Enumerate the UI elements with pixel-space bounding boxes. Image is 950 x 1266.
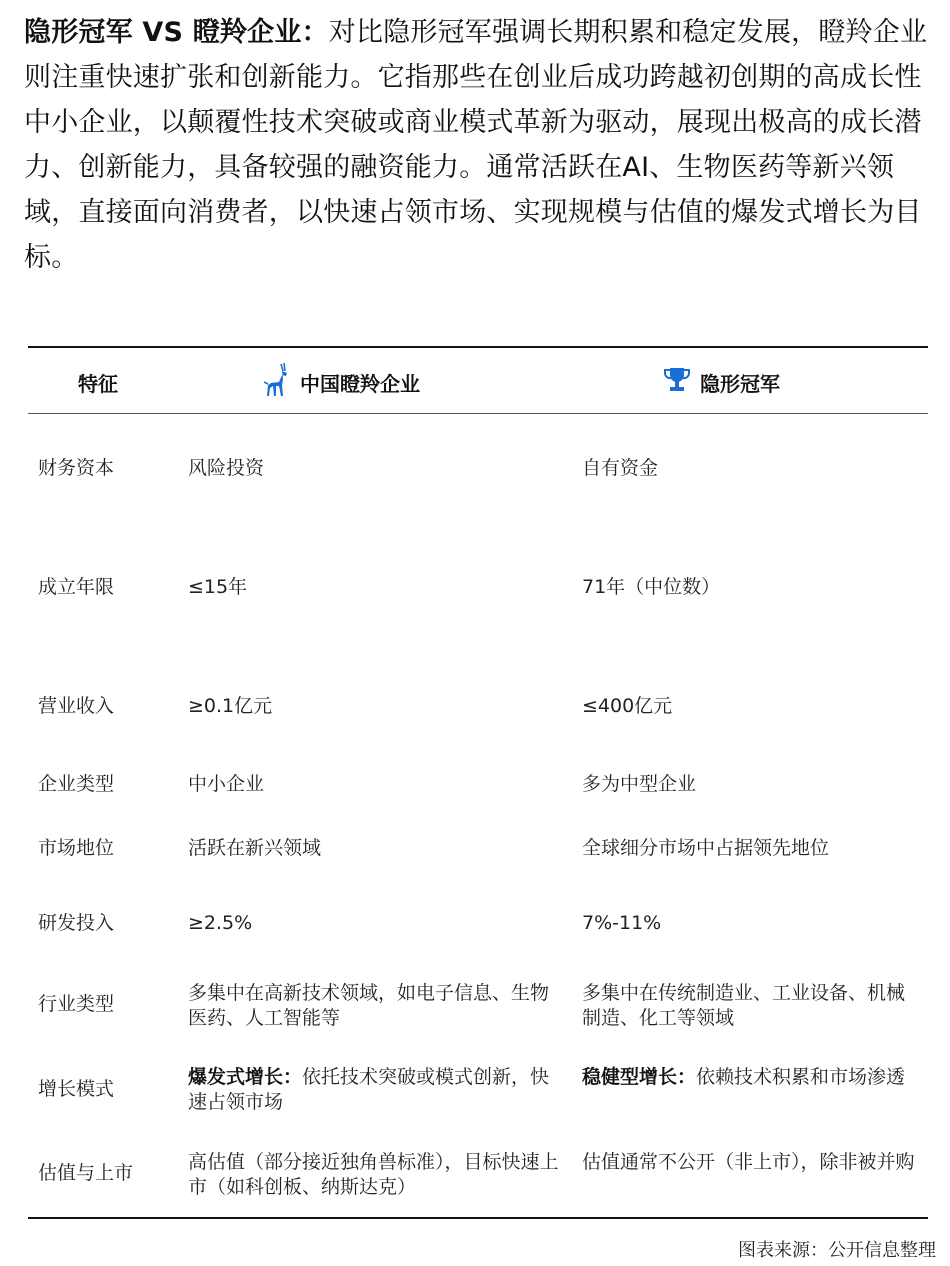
gazelle-growth-label: 爆发式增长： xyxy=(188,1066,303,1088)
gazelle-cell: ≥2.5% xyxy=(188,912,253,934)
header-gazelle xyxy=(262,364,420,400)
table-header-rule xyxy=(28,413,928,414)
gazelle-cell: ≥0.1亿元 xyxy=(188,695,273,717)
source-note: 图表来源：公开信息整理 xyxy=(738,1240,936,1261)
gazelle-icon xyxy=(262,362,300,403)
gazelle-cell: 高估值（部分接近独角兽标准），目标快速上市（如科创板、纳斯达克） xyxy=(188,1151,559,1198)
intro-lead: 隐形冠军 VS 瞪羚企业： xyxy=(24,17,329,48)
feature-cell: 行业类型 xyxy=(38,993,115,1015)
champion-cell: 自有资金 xyxy=(582,457,659,479)
gazelle-cell: ≤15年 xyxy=(188,576,248,598)
champion-cell: 71年（中位数） xyxy=(582,576,721,598)
intro-rest: 它指那些在创业后成功跨越初创期的高成长性中小企业，以颠覆性技术突破或商业模式革新为驱动，展现出极高的成长潜力、创新能力，具备较强的融资能力。通常活跃在AI、生物医药等新兴领域，直接面向消费者，以快速占领市场、实现规模与估值的爆发式增长为目标。 xyxy=(24,62,922,273)
feature-cell: 企业类型 xyxy=(38,773,115,795)
gazelle-cell xyxy=(188,1065,560,1115)
table-top-rule xyxy=(28,346,928,348)
gazelle-cell: 活跃在新兴领域 xyxy=(188,837,322,859)
feature-cell: 成立年限 xyxy=(38,576,115,598)
feature-cell: 增长模式 xyxy=(38,1078,115,1100)
champion-cell: 全球细分市场中占据领先地位 xyxy=(582,837,830,859)
champion-growth-label: 稳健型增长： xyxy=(582,1066,697,1088)
header-gazelle-label: 中国瞪羚企业 xyxy=(300,371,420,396)
champion-cell: 估值通常不公开（非上市），除非被并购 xyxy=(582,1151,915,1173)
feature-cell: 营业收入 xyxy=(38,695,115,717)
header-champion-label: 隐形冠军 xyxy=(700,371,780,396)
gazelle-growth-text: 依托技术突破或模式创新，快速占领市场 xyxy=(188,1066,550,1113)
champion-cell xyxy=(582,1065,922,1090)
gazelle-cell: 中小企业 xyxy=(188,773,265,795)
champion-cell: 多为中型企业 xyxy=(582,773,697,795)
champion-cell: 7%-11% xyxy=(582,912,662,934)
intro-paragraph xyxy=(24,10,929,280)
champion-growth-text: 依赖技术积累和市场渗透 xyxy=(696,1066,906,1088)
gazelle-cell: 风险投资 xyxy=(188,457,265,479)
trophy-icon xyxy=(662,365,700,400)
feature-cell: 财务资本 xyxy=(38,457,115,479)
feature-cell: 估值与上市 xyxy=(38,1162,134,1184)
table-bottom-rule xyxy=(28,1217,928,1219)
gazelle-cell: 多集中在高新技术领域，如电子信息、生物医药、人工智能等 xyxy=(188,982,550,1029)
champion-cell: 多集中在传统制造业、工业设备、机械制造、化工等领域 xyxy=(582,982,906,1029)
header-feature xyxy=(78,364,118,400)
feature-cell: 研发投入 xyxy=(38,912,115,934)
header-champion xyxy=(662,364,780,400)
header-feature-label: 特征 xyxy=(78,371,118,396)
feature-cell: 市场地位 xyxy=(38,837,115,859)
intro-body: 对比隐形冠军强调长期积累和稳定发展，瞪羚企业则注重快速扩张和创新能力。 xyxy=(24,17,928,93)
champion-cell: ≤400亿元 xyxy=(582,695,673,717)
